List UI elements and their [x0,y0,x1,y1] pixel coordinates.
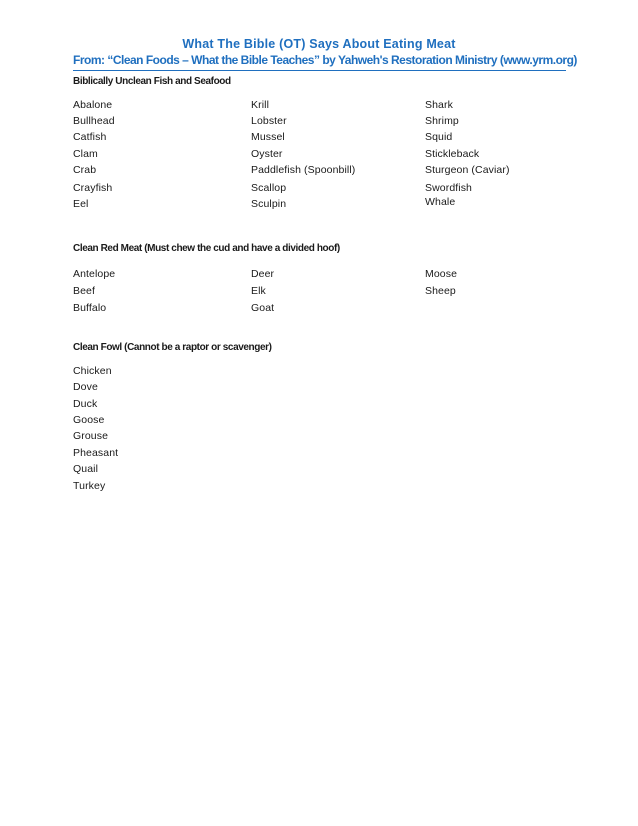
section-heading-unclean-fish: Biblically Unclean Fish and Seafood [73,76,231,87]
list-item: Beef [73,285,95,297]
list-item: Shrimp [425,115,459,127]
list-item: Sturgeon (Caviar) [425,164,510,176]
list-item: Dove [73,381,98,393]
list-item: Pheasant [73,447,119,459]
list-item: Goat [251,302,275,314]
list-item: Eel [73,198,89,210]
list-item: Moose [425,268,458,280]
list-item: Sheep [425,285,456,297]
list-item: Stickleback [425,148,480,160]
list-item: Crab [73,164,97,176]
list-item: Antelope [73,268,116,280]
list-item: Lobster [251,115,287,127]
source-subtitle: From: “Clean Foods – What the Bible Teaches” by Yahweh's Restoration Ministry (www.yrm.org) [73,53,577,67]
list-item: Oyster [251,148,283,160]
list-item: Scallop [251,182,287,194]
page-title: What The Bible (OT) Says About Eating Meat [182,37,456,51]
list-item: Squid [425,131,453,143]
list-item: Krill [251,99,269,111]
list-item: Paddlefish (Spoonbill) [251,164,356,176]
list-item: Catfish [73,131,107,143]
list-item: Crayfish [73,182,113,194]
list-item: Chicken [73,365,112,377]
section-heading-clean-red-meat: Clean Red Meat (Must chew the cud and have a divided hoof) [73,243,340,254]
list-item: Buffalo [73,302,107,314]
list-item: Clam [73,148,98,160]
list-item: Turkey [73,480,106,492]
list-item: Goose [73,414,105,426]
list-item: Mussel [251,131,285,143]
list-item: Shark [425,99,453,111]
list-item: Bullhead [73,115,115,127]
list-item: Elk [251,285,266,297]
list-item: Deer [251,268,275,280]
subtitle-underline [73,70,566,71]
list-item: Swordfish [425,182,473,194]
list-item: Sculpin [251,198,287,210]
list-item: Duck [73,398,98,410]
list-item: Grouse [73,430,109,442]
section-heading-clean-fowl: Clean Fowl (Cannot be a raptor or scavenger) [73,342,272,353]
list-item: Whale [425,196,456,208]
list-item: Quail [73,463,99,475]
list-item: Abalone [73,99,113,111]
